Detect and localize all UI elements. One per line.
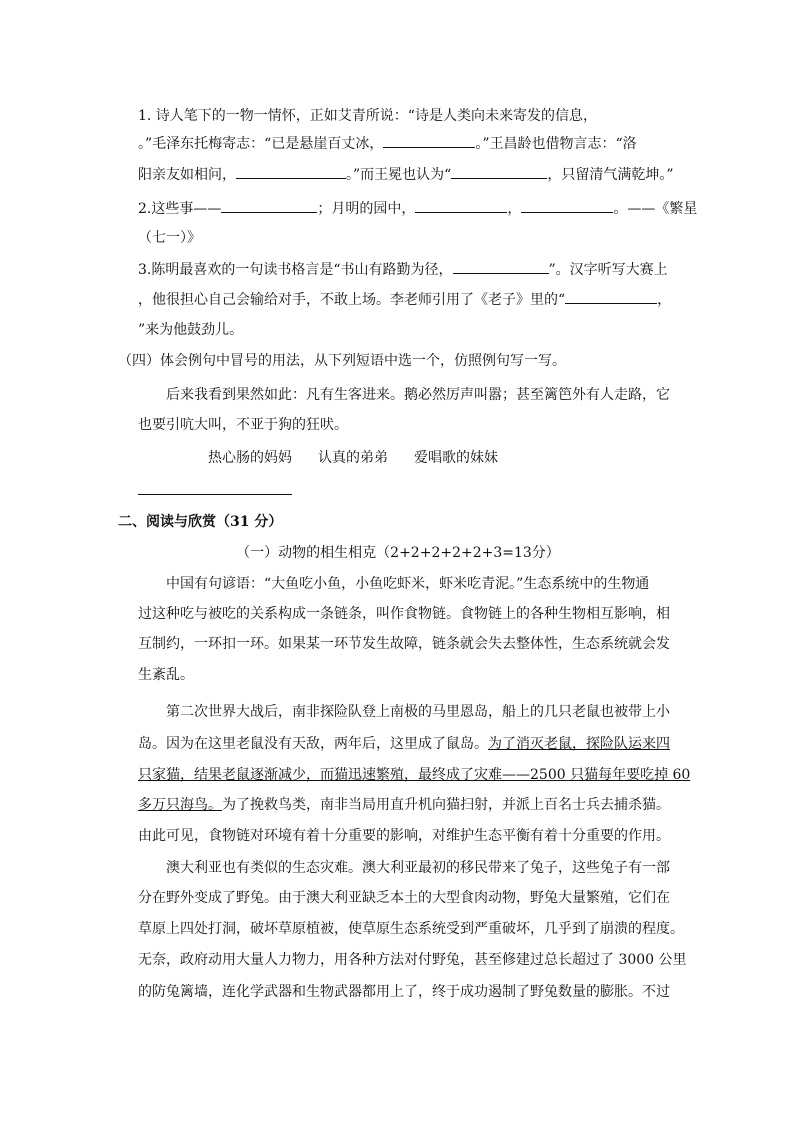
underlined-sentence-end: 多万只海鸟。 — [138, 797, 222, 813]
q1-line-3: 阳亲友如相问， 。”而王冕也认为“ ，只留清气满乾坤。” — [138, 164, 658, 185]
q3-line-1: 3.陈明最喜欢的一句读书格言是“书山有路勤为径， ”。汉字听写大赛上 — [138, 259, 658, 280]
option-1: 热心肠的妈妈 — [208, 450, 292, 466]
p2-line-5: 由此可见，食物链对环境有着十分重要的影响，对维护生态平衡有着十分重要的作用。 — [138, 828, 670, 844]
p3-line-1: 澳大利亚也有类似的生态灾难。澳大利亚最初的移民带来了兔子，这些兔子有一部 — [166, 860, 670, 876]
p2-line-1: 第二次世界大战后，南非探险队登上南极的马里恩岛，船上的几只老鼠也被带上小 — [166, 704, 670, 720]
answer-blank[interactable] — [451, 164, 547, 179]
answer-blank[interactable] — [236, 164, 346, 179]
p2-line-2: 岛。因为在这里老鼠没有天敌，两年后，这里成了鼠岛。为了消灭老鼠，探险队运来四 — [138, 736, 670, 752]
part4-heading: （四）体会例句中冒号的用法，从下列短语中选一个，仿照例句写一写。 — [118, 353, 566, 369]
answer-blank[interactable] — [453, 259, 549, 274]
q1-line-2: 。”毛泽东托梅寄志：“已是悬崖百丈冰， 。”王昌龄也借物言志：“洛 — [138, 133, 658, 154]
p1-line-3: 互制约，一环扣一环。如果某一环节发生故障，链条就会失去整体性，生态系统就会发 — [138, 636, 670, 652]
answer-blank[interactable] — [565, 289, 657, 304]
p2-line-4: 多万只海鸟。为了挽救鸟类，南非当局用直升机向猫扫射，并派上百名士兵去捕杀猫。 — [138, 797, 670, 813]
q3-line-3: ”来为他鼓劲儿。 — [138, 322, 244, 338]
answer-blank[interactable] — [221, 198, 317, 213]
q1-line-1: 1. 诗人笔下的一物一情怀，正如艾青所说：“诗是人类向未来寄发的信息， — [138, 108, 597, 124]
p3-line-5: 的防兔篱墙，连化学武器和生物武器都用上了，终于成功遏制了野兔数量的膨胀。不过 — [138, 984, 670, 1000]
underlined-sentence: 为了消灭老鼠，探险队运来四 — [488, 736, 670, 752]
answer-blank[interactable] — [383, 133, 475, 148]
passage-title: （一）动物的相生相克（2+2+2+2+2+3=13分） — [236, 545, 560, 561]
option-3: 爱唱歌的妹妹 — [414, 450, 498, 466]
p3-line-4: 无奈，政府动用大量人力物力，用各种方法对付野兔，甚至修建过总长超过了 3000 公里 — [138, 952, 687, 968]
part4-example-1: 后来我看到果然如此：凡有生客进来。鹅必然厉声叫嚣；甚至篱笆外有人走路，它 — [166, 387, 670, 403]
answer-blank[interactable] — [415, 198, 507, 213]
q2-line-2: （七一）》 — [138, 230, 201, 246]
q3-line-2: ，他很担心自己会输给对手，不敢上场。李老师引用了《老子》里的“ ， — [138, 289, 658, 310]
q2-line-1: 2.这些事—— ；月明的园中， ， 。——《繁星 — [138, 198, 658, 219]
answer-line[interactable] — [138, 494, 292, 495]
part4-example-2: 也要引吭大叫，不亚于狗的狂吠。 — [138, 417, 348, 433]
section2-heading: 二、阅读与欣赏（31 分） — [118, 514, 283, 530]
p3-line-3: 草原上四处打洞，破坏草原植被，使草原生态系统受到严重破坏，几乎到了崩溃的程度。 — [138, 921, 684, 937]
p3-line-2: 分在野外变成了野兔。由于澳大利亚缺乏本土的大型食肉动物，野兔大量繁殖，它们在 — [138, 890, 670, 906]
p1-line-1: 中国有句谚语：“大鱼吃小鱼，小鱼吃虾米，虾米吃青泥。”生态系统中的生物通 — [166, 576, 650, 592]
option-2: 认真的弟弟 — [318, 450, 388, 466]
p2-line-3: 只家猫，结果老鼠逐渐减少，而猫迅速繁殖，最终成了灾难——2500 只猫每年要吃掉 60 — [138, 767, 691, 783]
p1-line-4: 生紊乱。 — [138, 667, 194, 683]
part4-options — [208, 448, 524, 468]
answer-blank[interactable] — [521, 198, 613, 213]
p1-line-2: 过这种吃与被吃的关系构成一条链条，叫作食物链。食物链上的各种生物相互影响，相 — [138, 606, 670, 622]
